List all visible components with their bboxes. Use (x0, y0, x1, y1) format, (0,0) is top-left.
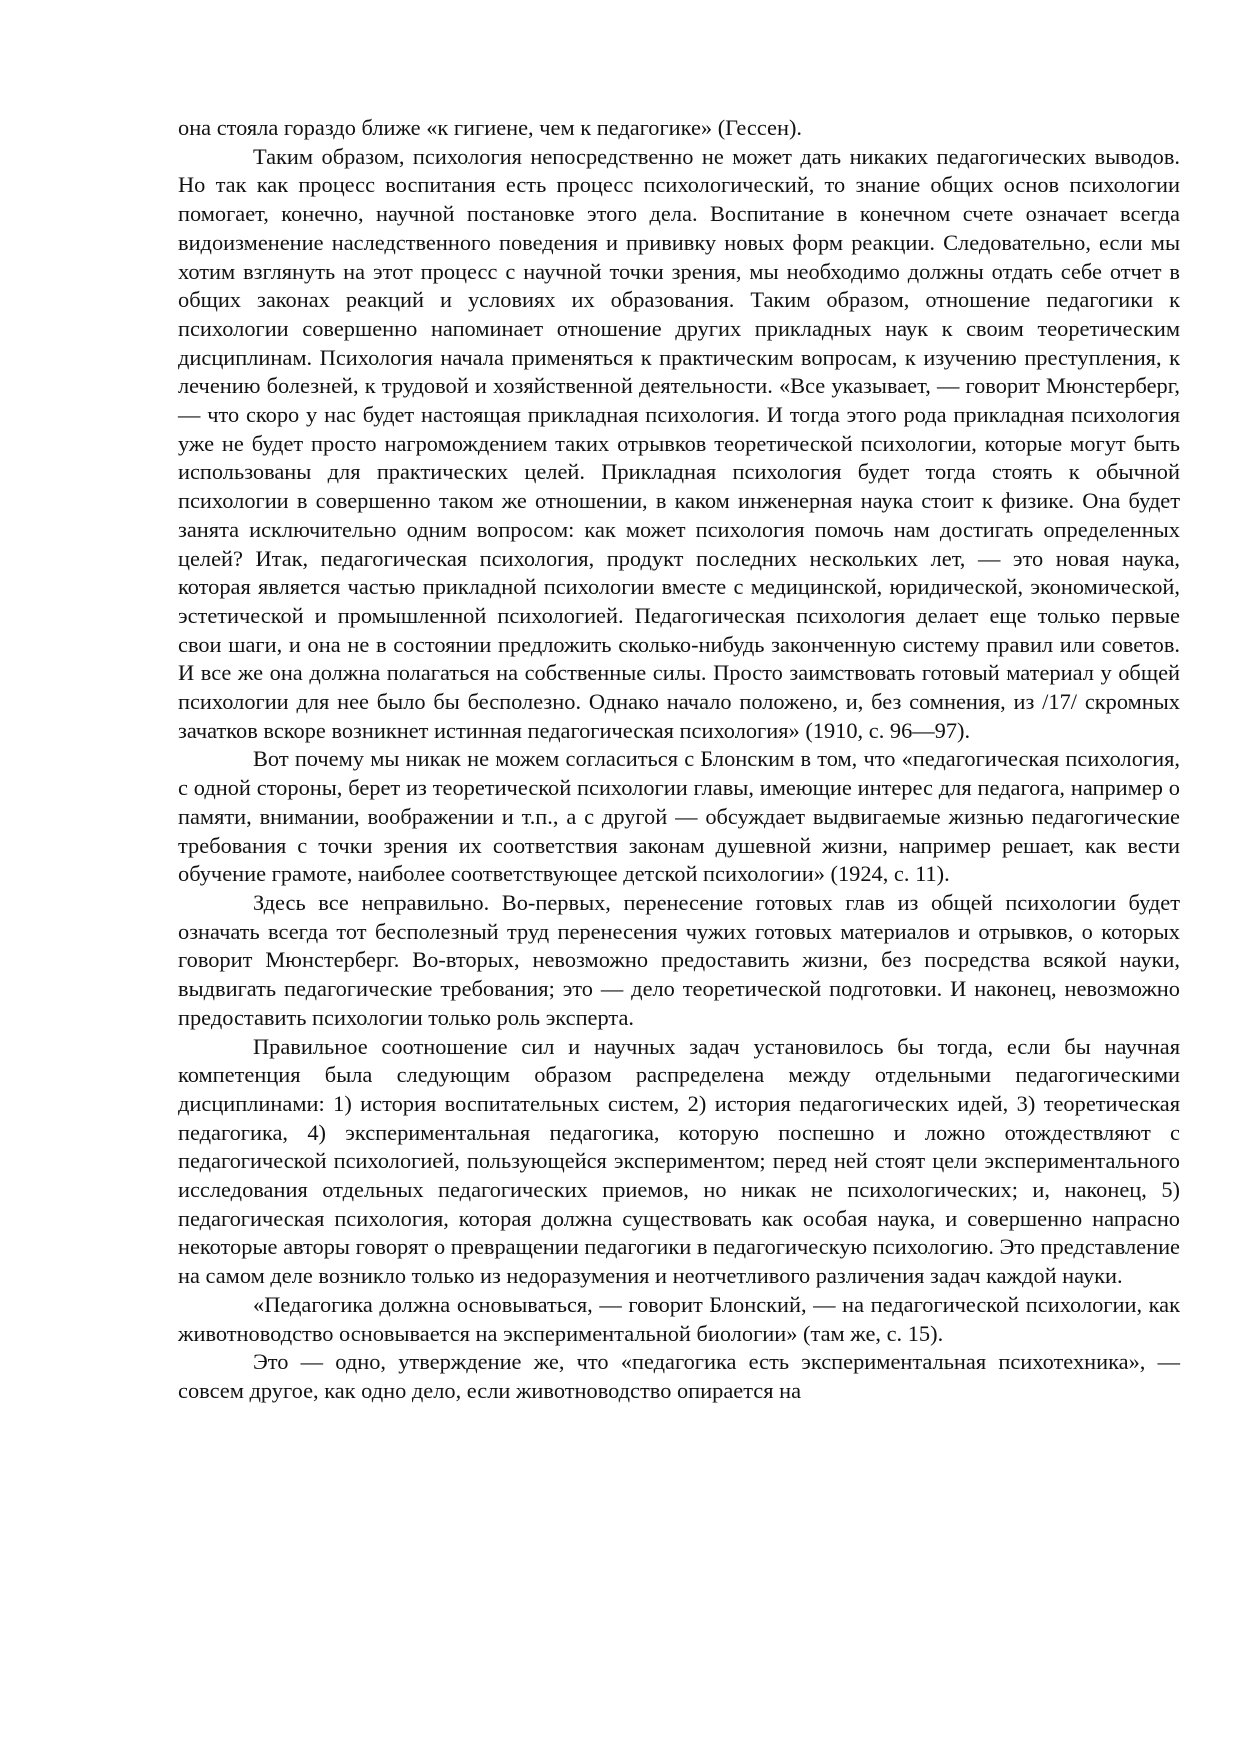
paragraph-critique: Здесь все неправильно. Во-первых, перенесение готовых глав из общей психологии будет означать всегда тот бесполезный труд перенесения чужих готовых материалов и отрывков, о которых говорит Мюнстерберг. Во-вторых, невозможно предоставить жизни, без посредства всякой науки, выдвигать педагогические требования; это — дело теоретической подготовки. И наконец, невозможно предоставить психологии только роль эксперта. (178, 889, 1180, 1030)
paragraph-continuation: она стояла гораздо ближе «к гигиене, чем к педагогике» (Гессен). (178, 115, 803, 140)
paragraph-psychology-pedagogy: Таким образом, психология непосредственно не может дать никаких педагогических выводов. Но так как процесс воспитания есть процесс психологический, то знание общих основ психологии помогает, конечно, научной постановке этого дела. Воспитание в конечном счете означает всегда видоизменение наследственного поведения и прививку новых форм реакции. Следовательно, если мы хотим взглянуть на этот процесс с научной точки зрения, мы необходимо должны отдать себе отчет в общих законах реакций и условиях их образования. Таким образом, отношение педагогики к психологии совершенно напоминает отношение других прикладных наук к своим теоретическим дисциплинам. Психология начала применяться к практическим вопросам, к изучению преступления, к лечению болезней, к трудовой и хозяйственной деятельности. «Все указывает, — говорит Мюнстерберг, — что скоро у нас будет настоящая прикладная психология. И тогда этого рода прикладная психология уже не будет просто нагромождением таких отрывков теоретической психологии, которые могут быть использованы для практических целей. Прикладная психология будет тогда стоять к обычной психологии в совершенно таком же отношении, в каком инженерная наука стоит к физике. Она будет занята исключительно одним вопросом: как может психология помочь нам достигать определенных целей? Итак, педагогическая психология, продукт последних нескольких лет, — это новая наука, которая является частью прикладной психологии вместе с медицинской, юридической, экономической, эстетической и промышленной психологией. Педагогическая психология делает еще только первые свои шаги, и она не в состоянии предложить сколько-нибудь законченную систему правил или советов. И все же она должна полагаться на собственные силы. Просто заимствовать готовый материал у общей психологии для нее было бы бесполезно. Однако начало положено, и, без сомнения, из /17/ скромных зачатков вскоре возникнет истинная педагогическая психология» (1910, с. 96—97). (178, 143, 1180, 743)
document-page (178, 114, 1180, 1406)
paragraph-blonsky-livestock: «Педагогика должна основываться, — говорит Блонский, — на педагогической психологии, как животноводство основывается на экспериментальной биологии» (там же, с. 15). (178, 1291, 1180, 1346)
paragraph-psychotechnics: Это — одно, утверждение же, что «педагогика есть экспериментальная психотехника», — совсем другое, как одно дело, если животноводство опирается на (178, 1349, 1180, 1403)
paragraph-disciplines: Правильное соотношение сил и научных задач установилось бы тогда, если бы научная компетенция была следующим образом распределена между отдельными педагогическими дисциплинами: 1) история воспитательных систем, 2) история педагогических идей, 3) теоретическая педагогика, 4) экспериментальная педагогика, которую поспешно и ложно отождествляют с педагогической психологией, пользующейся экспериментом; перед ней стоят цели экспериментального исследования отдельных педагогических приемов, но никак не психологических; и, наконец, 5) педагогическая психология, которая должна существовать как особая наука, и совершенно напрасно некоторые авторы говорят о превращении педагогики в педагогическую психологию. Это представление на самом деле возникло только из недоразумения и неотчетливого различения задач каждой науки. (178, 1033, 1180, 1289)
paragraph-blonsky-quote: Вот почему мы никак не можем согласиться с Блонским в том, что «педагогическая психология, с одной стороны, берет из теоретической психологии главы, имеющие интерес для педагога, например о памяти, внимании, воображении и т.п., а с другой — обсуждает выдвигаемые жизнью педагогические требования с точки зрения их соответствия законам душевной жизни, например решает, как вести обучение грамоте, наиболее соответствующее детской психологии» (1924, с. 11). (178, 746, 1180, 887)
